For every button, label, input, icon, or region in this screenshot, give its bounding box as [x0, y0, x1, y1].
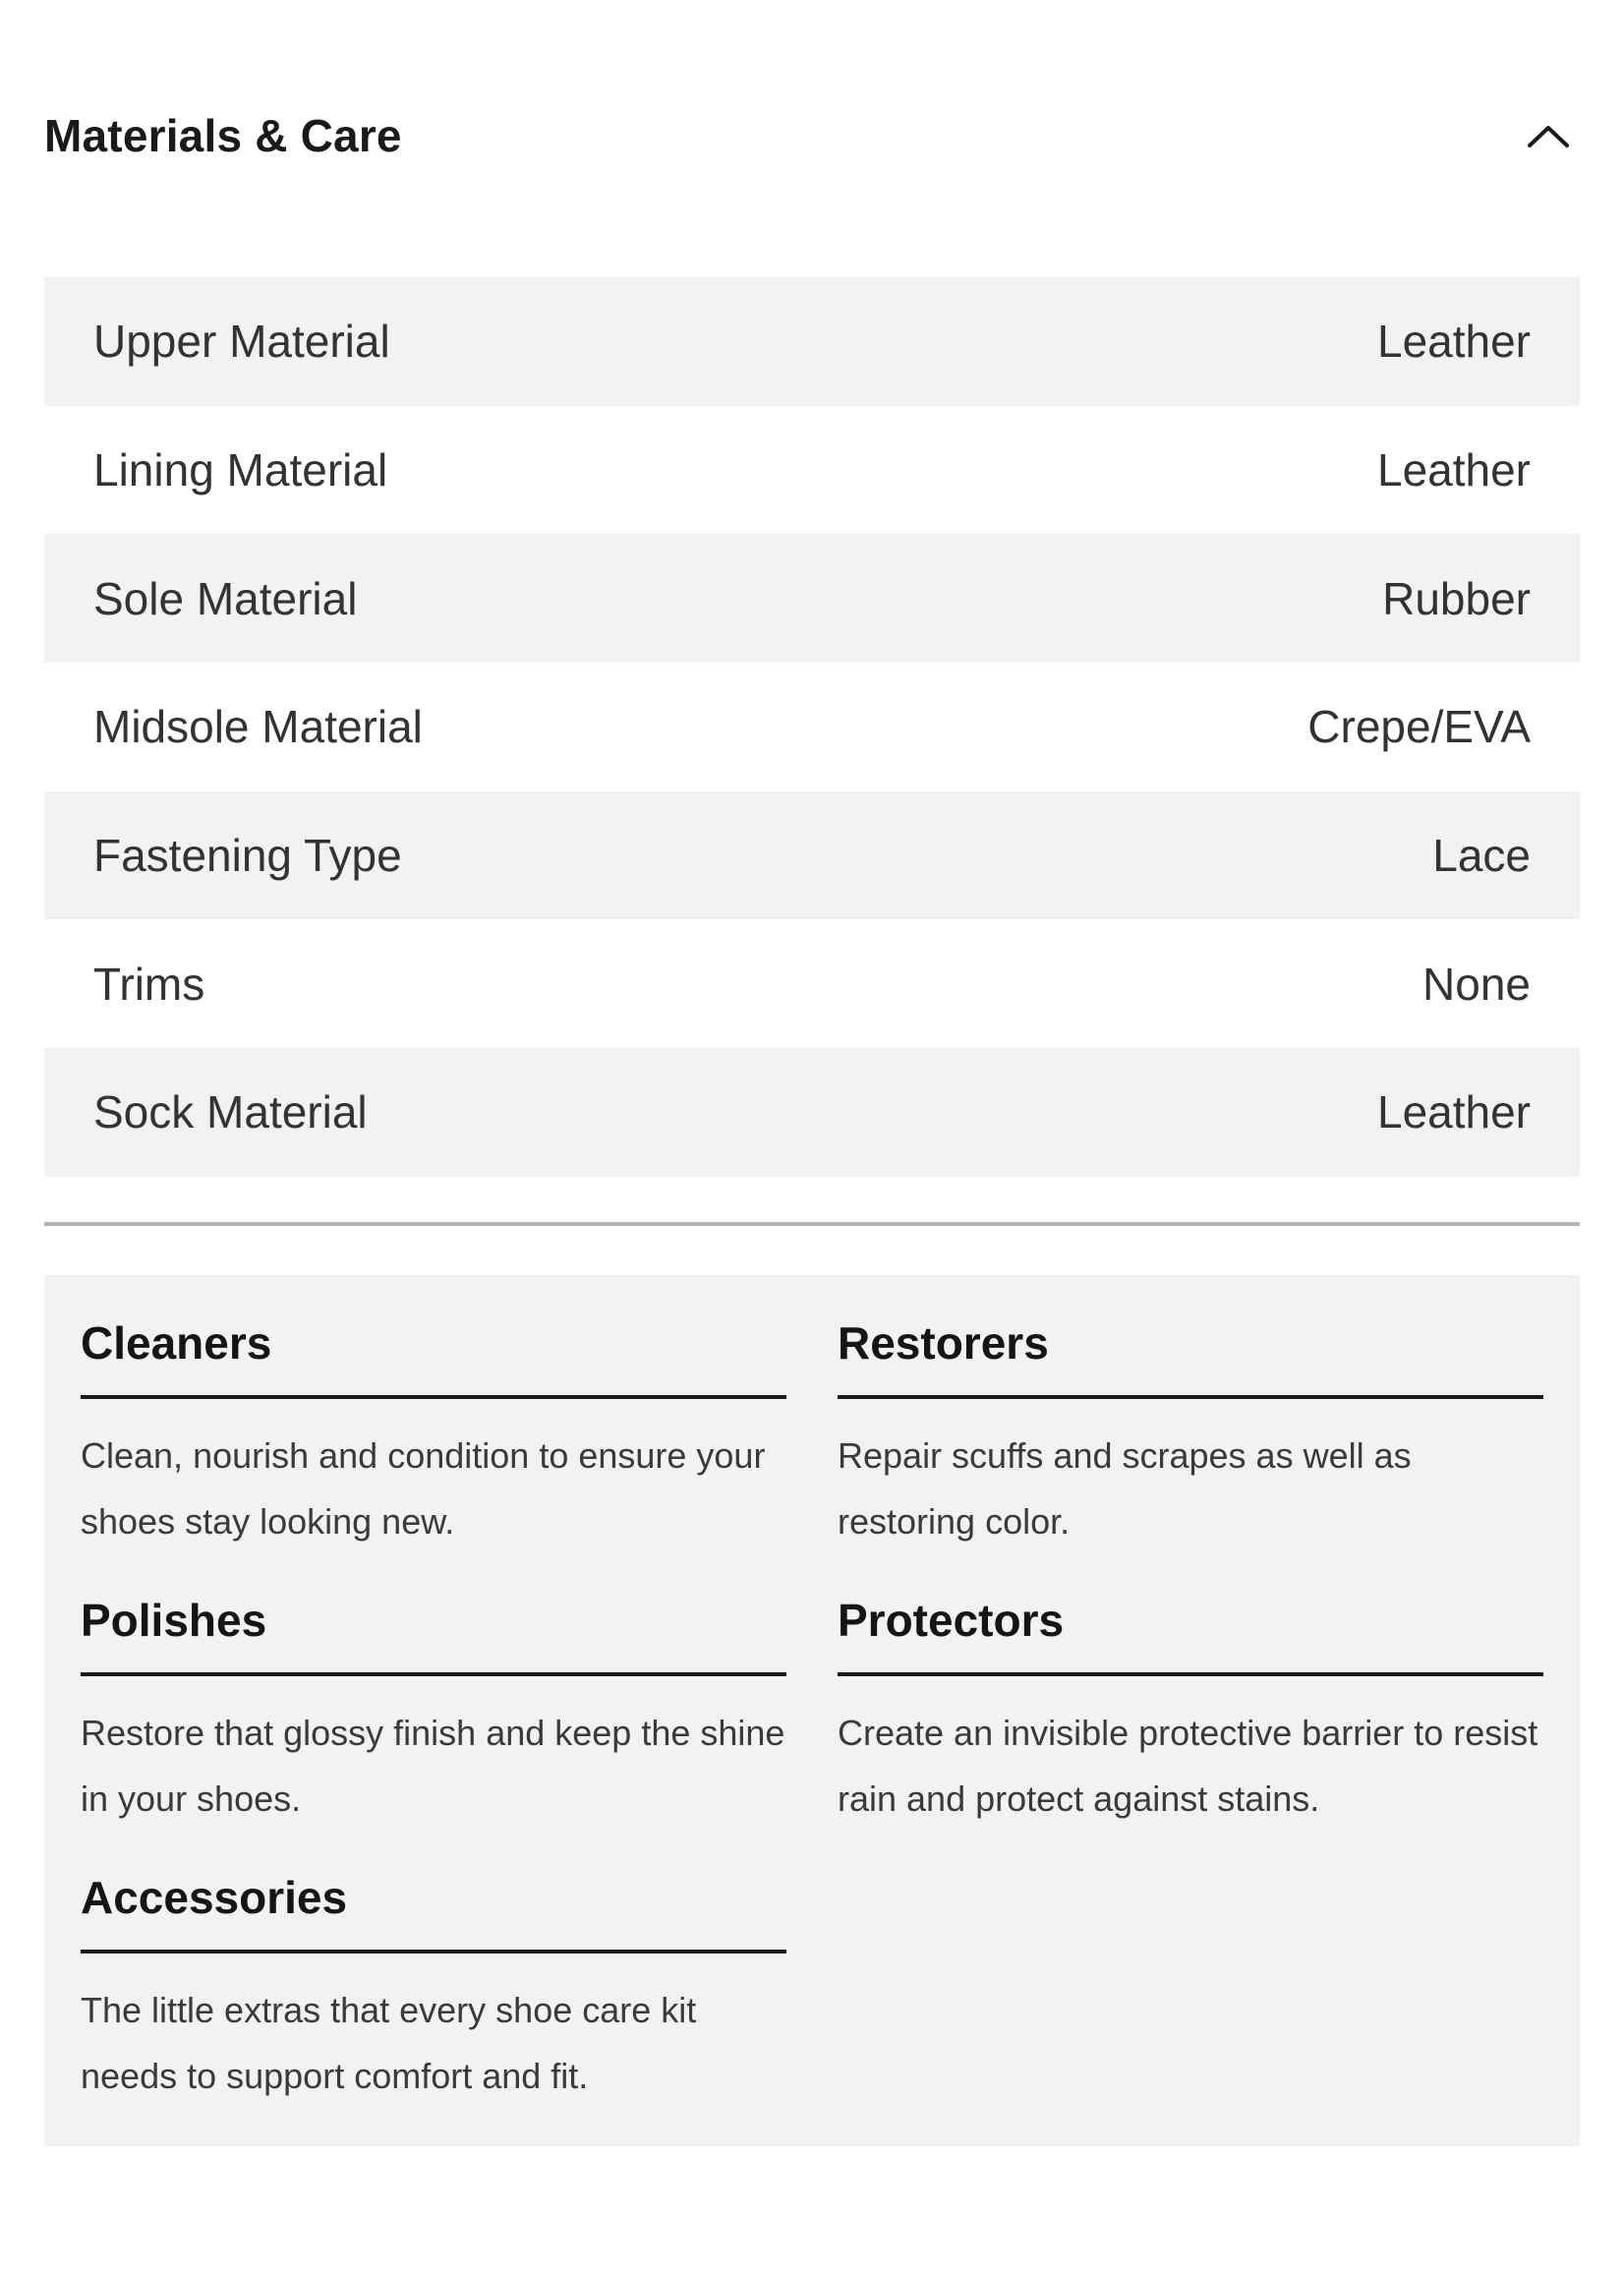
spec-label: Sole Material: [93, 572, 358, 624]
spec-label: Trims: [93, 958, 205, 1010]
spec-row-trims: [44, 919, 1580, 1048]
spec-row-upper-material: [44, 277, 1580, 406]
care-item-title[interactable]: Polishes: [81, 1594, 786, 1676]
section-title: Materials & Care: [44, 110, 402, 161]
care-item-polishes[interactable]: [81, 1594, 786, 1832]
materials-care-accordion-header[interactable]: [44, 0, 1580, 277]
spec-value: Leather: [1376, 1086, 1531, 1138]
care-item-accessories[interactable]: [81, 1871, 786, 2109]
care-item-protectors[interactable]: [838, 1594, 1543, 1832]
care-item-description: Restore that glossy finish and keep the shine in your shoes.: [81, 1712, 785, 1819]
spec-label: Lining Material: [93, 444, 388, 496]
care-item-title[interactable]: Accessories: [81, 1871, 786, 1953]
spec-label: Sock Material: [93, 1086, 368, 1138]
spec-row-lining-material: [44, 406, 1580, 535]
spec-label: Fastening Type: [93, 830, 402, 882]
spec-row-midsole-material: [44, 663, 1580, 791]
care-item-cleaners[interactable]: [81, 1316, 786, 1554]
care-item-description: Clean, nourish and condition to ensure your shoes stay looking new.: [81, 1434, 766, 1542]
spec-row-fastening-type: [44, 791, 1580, 920]
spec-row-sole-material: [44, 534, 1580, 663]
spec-value: Leather: [1376, 316, 1531, 368]
section-divider: [44, 1222, 1580, 1226]
care-item-description: Repair scuffs and scrapes as well as restoring color.: [838, 1434, 1412, 1542]
shoe-care-panel: [44, 1275, 1580, 2146]
spec-value: Rubber: [1382, 572, 1531, 624]
care-item-title[interactable]: Protectors: [838, 1594, 1543, 1676]
care-item-description: Create an invisible protective barrier to resist rain and protect against stains.: [838, 1712, 1538, 1819]
specs-table: [44, 277, 1580, 1177]
spec-value: Lace: [1432, 830, 1531, 882]
chevron-up-icon[interactable]: [1517, 105, 1580, 168]
spec-row-sock-material: [44, 1048, 1580, 1177]
care-item-description: The little extras that every shoe care kit needs to support comfort and fit.: [81, 1989, 697, 2096]
spec-label: Upper Material: [93, 316, 390, 368]
spec-label: Midsole Material: [93, 701, 423, 753]
spec-value: Leather: [1376, 444, 1531, 496]
care-item-restorers[interactable]: [838, 1316, 1543, 1554]
spec-value: Crepe/EVA: [1307, 701, 1531, 753]
spec-value: None: [1422, 958, 1531, 1010]
materials-care-panel: [44, 0, 1580, 2146]
shoe-care-grid: [81, 1316, 1543, 2109]
care-item-title[interactable]: Restorers: [838, 1316, 1543, 1399]
care-item-title[interactable]: Cleaners: [81, 1316, 786, 1399]
